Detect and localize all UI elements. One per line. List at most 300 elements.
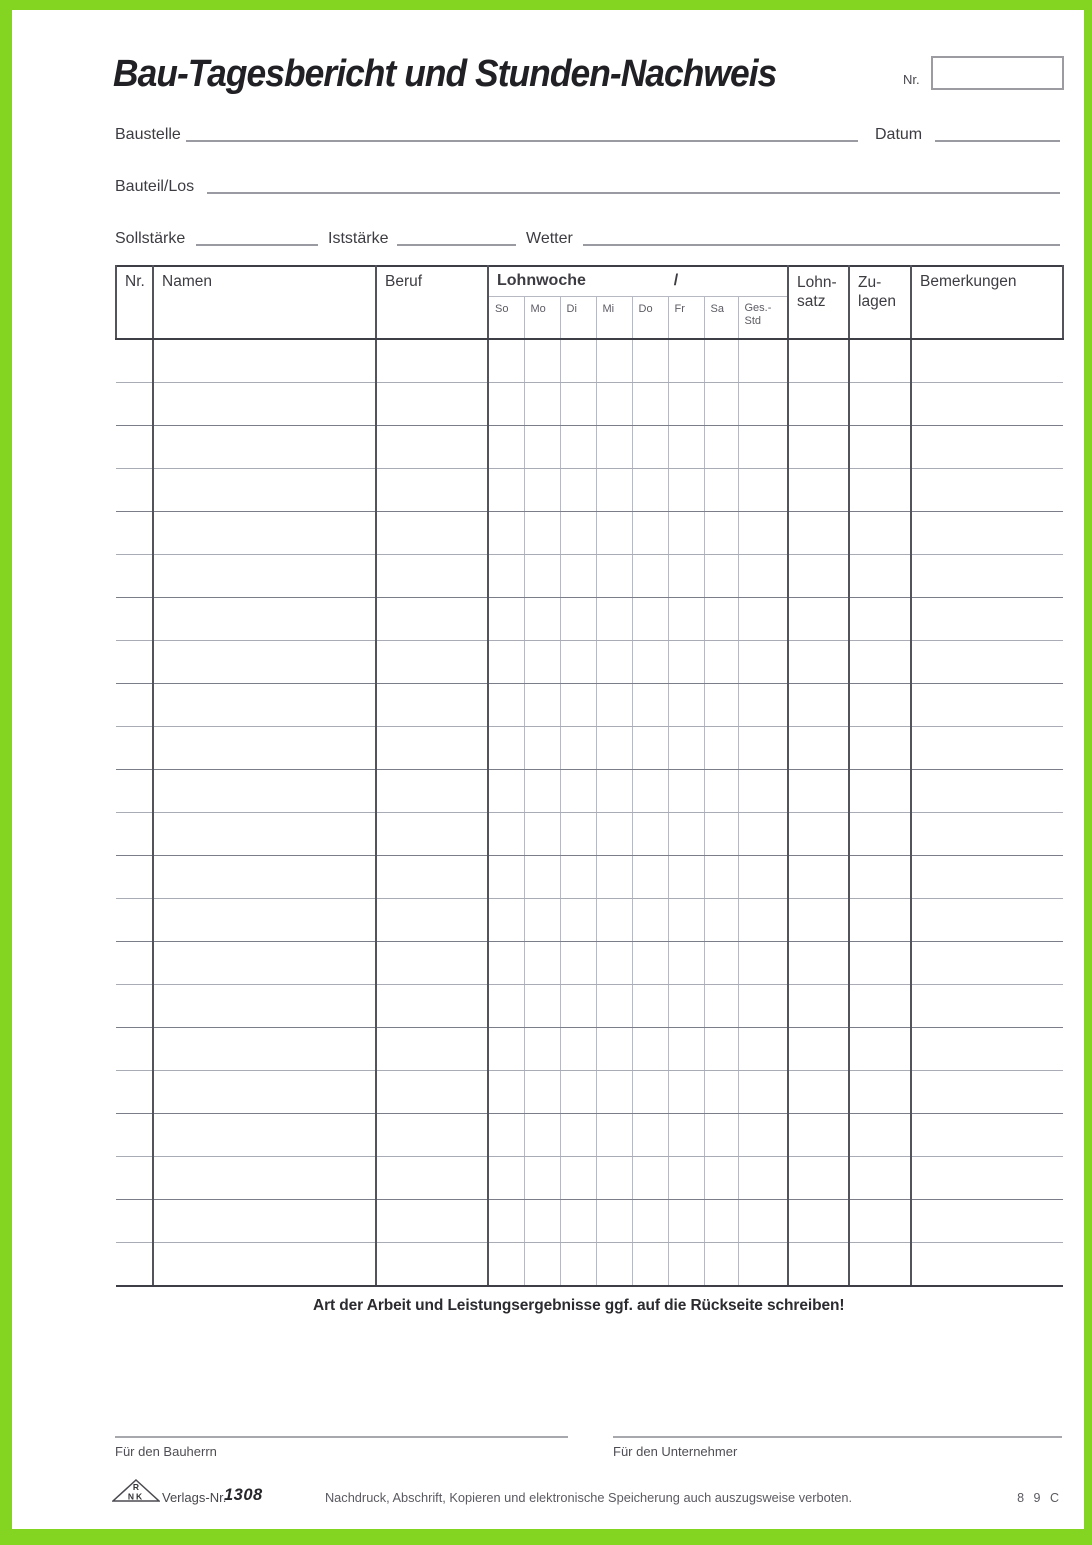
table-cell[interactable] <box>632 727 668 770</box>
table-cell[interactable] <box>788 684 849 727</box>
table-cell[interactable] <box>911 856 1063 899</box>
table-cell[interactable] <box>596 942 632 985</box>
table-cell[interactable] <box>488 1028 524 1071</box>
table-cell[interactable] <box>376 813 488 856</box>
table-cell[interactable] <box>632 641 668 684</box>
table-cell[interactable] <box>524 641 560 684</box>
table-cell[interactable] <box>376 899 488 942</box>
table-cell[interactable] <box>668 770 704 813</box>
table-cell[interactable] <box>488 770 524 813</box>
table-cell[interactable] <box>738 942 788 985</box>
table-cell[interactable] <box>911 1114 1063 1157</box>
table-cell[interactable] <box>632 598 668 641</box>
table-cell[interactable] <box>488 813 524 856</box>
table-cell[interactable] <box>560 426 596 469</box>
table-cell[interactable] <box>488 555 524 598</box>
table-cell[interactable] <box>596 555 632 598</box>
table-cell[interactable] <box>849 469 911 512</box>
table-cell[interactable] <box>632 512 668 555</box>
table-cell[interactable] <box>524 339 560 383</box>
table-cell[interactable] <box>153 727 376 770</box>
table-cell[interactable] <box>788 899 849 942</box>
table-cell[interactable] <box>116 1114 153 1157</box>
baustelle-input-line[interactable] <box>186 140 858 142</box>
table-cell[interactable] <box>704 813 738 856</box>
table-cell[interactable] <box>849 1157 911 1200</box>
table-cell[interactable] <box>524 727 560 770</box>
table-cell[interactable] <box>849 1071 911 1114</box>
table-cell[interactable] <box>560 469 596 512</box>
table-cell[interactable] <box>596 684 632 727</box>
table-cell[interactable] <box>524 1028 560 1071</box>
table-cell[interactable] <box>849 985 911 1028</box>
table-cell[interactable] <box>704 1157 738 1200</box>
table-cell[interactable] <box>560 1071 596 1114</box>
table-cell[interactable] <box>153 641 376 684</box>
table-cell[interactable] <box>738 813 788 856</box>
table-cell[interactable] <box>376 684 488 727</box>
table-cell[interactable] <box>738 641 788 684</box>
table-cell[interactable] <box>788 641 849 684</box>
table-cell[interactable] <box>632 555 668 598</box>
table-cell[interactable] <box>488 598 524 641</box>
table-cell[interactable] <box>668 813 704 856</box>
table-cell[interactable] <box>560 641 596 684</box>
table-cell[interactable] <box>488 985 524 1028</box>
table-cell[interactable] <box>376 1243 488 1287</box>
table-cell[interactable] <box>911 1157 1063 1200</box>
table-cell[interactable] <box>560 598 596 641</box>
table-cell[interactable] <box>116 684 153 727</box>
table-cell[interactable] <box>668 985 704 1028</box>
table-cell[interactable] <box>704 339 738 383</box>
table-cell[interactable] <box>738 1243 788 1287</box>
wetter-input-line[interactable] <box>583 244 1060 246</box>
table-cell[interactable] <box>524 512 560 555</box>
table-cell[interactable] <box>668 555 704 598</box>
table-cell[interactable] <box>911 942 1063 985</box>
table-cell[interactable] <box>116 555 153 598</box>
table-cell[interactable] <box>560 684 596 727</box>
table-cell[interactable] <box>560 555 596 598</box>
table-cell[interactable] <box>911 469 1063 512</box>
table-cell[interactable] <box>849 339 911 383</box>
table-cell[interactable] <box>849 1200 911 1243</box>
table-cell[interactable] <box>911 727 1063 770</box>
table-cell[interactable] <box>911 985 1063 1028</box>
table-cell[interactable] <box>376 1157 488 1200</box>
table-cell[interactable] <box>849 684 911 727</box>
table-cell[interactable] <box>596 770 632 813</box>
table-cell[interactable] <box>788 469 849 512</box>
table-cell[interactable] <box>668 942 704 985</box>
table-cell[interactable] <box>668 469 704 512</box>
iststaerke-input-line[interactable] <box>397 244 516 246</box>
table-cell[interactable] <box>560 1028 596 1071</box>
table-cell[interactable] <box>704 856 738 899</box>
table-cell[interactable] <box>596 899 632 942</box>
datum-input-line[interactable] <box>935 140 1060 142</box>
table-cell[interactable] <box>668 641 704 684</box>
table-cell[interactable] <box>524 383 560 426</box>
signature-line-unternehmer[interactable] <box>613 1436 1062 1438</box>
table-cell[interactable] <box>376 770 488 813</box>
table-cell[interactable] <box>116 1157 153 1200</box>
table-cell[interactable] <box>668 512 704 555</box>
table-cell[interactable] <box>668 339 704 383</box>
table-cell[interactable] <box>632 383 668 426</box>
table-cell[interactable] <box>488 899 524 942</box>
table-cell[interactable] <box>704 598 738 641</box>
table-cell[interactable] <box>668 1114 704 1157</box>
table-cell[interactable] <box>788 339 849 383</box>
table-cell[interactable] <box>596 1071 632 1114</box>
table-cell[interactable] <box>704 899 738 942</box>
table-cell[interactable] <box>911 339 1063 383</box>
table-cell[interactable] <box>153 1028 376 1071</box>
table-cell[interactable] <box>524 856 560 899</box>
table-cell[interactable] <box>738 598 788 641</box>
table-cell[interactable] <box>911 1071 1063 1114</box>
nr-input-box[interactable] <box>931 56 1064 90</box>
sollstaerke-input-line[interactable] <box>196 244 318 246</box>
table-cell[interactable] <box>704 942 738 985</box>
table-cell[interactable] <box>632 1114 668 1157</box>
table-cell[interactable] <box>738 985 788 1028</box>
table-cell[interactable] <box>116 598 153 641</box>
table-cell[interactable] <box>488 684 524 727</box>
table-cell[interactable] <box>116 727 153 770</box>
table-cell[interactable] <box>632 942 668 985</box>
table-cell[interactable] <box>911 770 1063 813</box>
table-cell[interactable] <box>153 512 376 555</box>
table-cell[interactable] <box>116 1028 153 1071</box>
table-cell[interactable] <box>704 383 738 426</box>
table-cell[interactable] <box>376 942 488 985</box>
table-cell[interactable] <box>632 1157 668 1200</box>
table-cell[interactable] <box>596 1028 632 1071</box>
table-cell[interactable] <box>376 339 488 383</box>
bauteil-los-input-line[interactable] <box>207 192 1060 194</box>
table-cell[interactable] <box>668 684 704 727</box>
table-cell[interactable] <box>704 1243 738 1287</box>
table-cell[interactable] <box>596 727 632 770</box>
table-cell[interactable] <box>524 1114 560 1157</box>
table-cell[interactable] <box>524 813 560 856</box>
table-cell[interactable] <box>488 856 524 899</box>
table-cell[interactable] <box>376 1200 488 1243</box>
table-cell[interactable] <box>632 1200 668 1243</box>
table-cell[interactable] <box>738 339 788 383</box>
table-cell[interactable] <box>704 512 738 555</box>
table-cell[interactable] <box>788 985 849 1028</box>
table-cell[interactable] <box>738 469 788 512</box>
table-cell[interactable] <box>632 426 668 469</box>
table-cell[interactable] <box>560 1243 596 1287</box>
table-cell[interactable] <box>116 1200 153 1243</box>
table-cell[interactable] <box>524 426 560 469</box>
table-cell[interactable] <box>788 942 849 985</box>
table-cell[interactable] <box>596 598 632 641</box>
table-cell[interactable] <box>849 383 911 426</box>
table-cell[interactable] <box>788 1243 849 1287</box>
table-cell[interactable] <box>632 339 668 383</box>
table-cell[interactable] <box>738 426 788 469</box>
table-cell[interactable] <box>560 985 596 1028</box>
table-cell[interactable] <box>911 1028 1063 1071</box>
table-cell[interactable] <box>560 383 596 426</box>
table-cell[interactable] <box>849 1028 911 1071</box>
table-cell[interactable] <box>911 1200 1063 1243</box>
table-cell[interactable] <box>116 641 153 684</box>
table-cell[interactable] <box>738 555 788 598</box>
table-cell[interactable] <box>524 684 560 727</box>
table-cell[interactable] <box>668 1200 704 1243</box>
table-cell[interactable] <box>116 383 153 426</box>
table-cell[interactable] <box>788 1200 849 1243</box>
table-cell[interactable] <box>488 727 524 770</box>
table-cell[interactable] <box>738 727 788 770</box>
table-cell[interactable] <box>560 512 596 555</box>
table-cell[interactable] <box>488 469 524 512</box>
table-cell[interactable] <box>596 1243 632 1287</box>
table-cell[interactable] <box>738 1071 788 1114</box>
table-cell[interactable] <box>788 598 849 641</box>
table-cell[interactable] <box>788 383 849 426</box>
table-cell[interactable] <box>524 1071 560 1114</box>
table-cell[interactable] <box>560 1200 596 1243</box>
table-cell[interactable] <box>488 641 524 684</box>
table-cell[interactable] <box>116 942 153 985</box>
table-cell[interactable] <box>668 1157 704 1200</box>
table-cell[interactable] <box>560 770 596 813</box>
table-cell[interactable] <box>911 641 1063 684</box>
table-cell[interactable] <box>911 813 1063 856</box>
table-cell[interactable] <box>153 555 376 598</box>
table-cell[interactable] <box>911 555 1063 598</box>
table-cell[interactable] <box>560 813 596 856</box>
table-cell[interactable] <box>153 899 376 942</box>
table-cell[interactable] <box>488 383 524 426</box>
table-cell[interactable] <box>153 942 376 985</box>
table-cell[interactable] <box>376 1071 488 1114</box>
table-cell[interactable] <box>704 469 738 512</box>
table-cell[interactable] <box>560 1114 596 1157</box>
table-cell[interactable] <box>153 1114 376 1157</box>
table-cell[interactable] <box>788 512 849 555</box>
table-cell[interactable] <box>376 598 488 641</box>
table-cell[interactable] <box>849 512 911 555</box>
table-cell[interactable] <box>738 899 788 942</box>
table-cell[interactable] <box>704 770 738 813</box>
table-cell[interactable] <box>788 856 849 899</box>
table-cell[interactable] <box>524 985 560 1028</box>
table-cell[interactable] <box>116 985 153 1028</box>
table-cell[interactable] <box>849 1243 911 1287</box>
table-cell[interactable] <box>376 727 488 770</box>
table-cell[interactable] <box>376 555 488 598</box>
table-cell[interactable] <box>596 1200 632 1243</box>
table-cell[interactable] <box>116 770 153 813</box>
table-cell[interactable] <box>911 512 1063 555</box>
table-cell[interactable] <box>524 1157 560 1200</box>
table-cell[interactable] <box>488 942 524 985</box>
table-cell[interactable] <box>376 1028 488 1071</box>
table-cell[interactable] <box>738 383 788 426</box>
table-cell[interactable] <box>632 684 668 727</box>
table-cell[interactable] <box>632 813 668 856</box>
table-cell[interactable] <box>849 770 911 813</box>
table-cell[interactable] <box>524 1200 560 1243</box>
table-cell[interactable] <box>560 856 596 899</box>
table-cell[interactable] <box>596 813 632 856</box>
table-cell[interactable] <box>704 555 738 598</box>
table-cell[interactable] <box>116 813 153 856</box>
table-cell[interactable] <box>524 770 560 813</box>
table-cell[interactable] <box>668 727 704 770</box>
table-cell[interactable] <box>849 727 911 770</box>
table-cell[interactable] <box>738 1200 788 1243</box>
table-cell[interactable] <box>153 1200 376 1243</box>
table-cell[interactable] <box>632 1243 668 1287</box>
table-cell[interactable] <box>788 555 849 598</box>
table-cell[interactable] <box>153 426 376 469</box>
table-cell[interactable] <box>376 426 488 469</box>
table-cell[interactable] <box>668 426 704 469</box>
table-cell[interactable] <box>116 339 153 383</box>
table-cell[interactable] <box>596 856 632 899</box>
table-cell[interactable] <box>788 1114 849 1157</box>
table-cell[interactable] <box>153 1157 376 1200</box>
table-cell[interactable] <box>488 1071 524 1114</box>
table-cell[interactable] <box>153 985 376 1028</box>
table-cell[interactable] <box>153 598 376 641</box>
table-cell[interactable] <box>488 1114 524 1157</box>
table-cell[interactable] <box>596 985 632 1028</box>
table-cell[interactable] <box>738 1114 788 1157</box>
table-cell[interactable] <box>668 899 704 942</box>
table-cell[interactable] <box>153 770 376 813</box>
table-cell[interactable] <box>704 426 738 469</box>
table-cell[interactable] <box>632 1028 668 1071</box>
table-cell[interactable] <box>911 684 1063 727</box>
table-cell[interactable] <box>116 426 153 469</box>
table-cell[interactable] <box>911 383 1063 426</box>
table-cell[interactable] <box>153 684 376 727</box>
table-cell[interactable] <box>632 1071 668 1114</box>
table-cell[interactable] <box>116 1071 153 1114</box>
table-cell[interactable] <box>153 1243 376 1287</box>
table-cell[interactable] <box>849 856 911 899</box>
table-cell[interactable] <box>668 383 704 426</box>
table-cell[interactable] <box>849 426 911 469</box>
table-cell[interactable] <box>596 339 632 383</box>
table-cell[interactable] <box>524 1243 560 1287</box>
table-cell[interactable] <box>596 469 632 512</box>
table-cell[interactable] <box>788 426 849 469</box>
table-cell[interactable] <box>596 512 632 555</box>
table-cell[interactable] <box>376 641 488 684</box>
table-cell[interactable] <box>849 555 911 598</box>
table-cell[interactable] <box>668 1243 704 1287</box>
table-cell[interactable] <box>632 856 668 899</box>
table-cell[interactable] <box>488 1157 524 1200</box>
table-cell[interactable] <box>596 1157 632 1200</box>
table-cell[interactable] <box>116 856 153 899</box>
table-cell[interactable] <box>704 1114 738 1157</box>
table-cell[interactable] <box>849 598 911 641</box>
table-cell[interactable] <box>376 1114 488 1157</box>
table-cell[interactable] <box>488 339 524 383</box>
table-cell[interactable] <box>560 1157 596 1200</box>
table-cell[interactable] <box>560 899 596 942</box>
table-cell[interactable] <box>704 1071 738 1114</box>
table-cell[interactable] <box>738 770 788 813</box>
table-cell[interactable] <box>738 684 788 727</box>
table-cell[interactable] <box>632 469 668 512</box>
table-cell[interactable] <box>153 469 376 512</box>
table-cell[interactable] <box>788 813 849 856</box>
table-cell[interactable] <box>849 641 911 684</box>
table-cell[interactable] <box>524 469 560 512</box>
table-cell[interactable] <box>849 942 911 985</box>
table-cell[interactable] <box>668 856 704 899</box>
table-cell[interactable] <box>738 1028 788 1071</box>
table-cell[interactable] <box>488 426 524 469</box>
table-cell[interactable] <box>704 641 738 684</box>
table-cell[interactable] <box>632 899 668 942</box>
table-cell[interactable] <box>488 1243 524 1287</box>
table-cell[interactable] <box>488 1200 524 1243</box>
table-cell[interactable] <box>596 426 632 469</box>
table-cell[interactable] <box>596 1114 632 1157</box>
table-cell[interactable] <box>788 770 849 813</box>
table-cell[interactable] <box>632 770 668 813</box>
table-cell[interactable] <box>788 1028 849 1071</box>
table-cell[interactable] <box>524 899 560 942</box>
table-cell[interactable] <box>738 1157 788 1200</box>
table-cell[interactable] <box>153 856 376 899</box>
table-cell[interactable] <box>911 1243 1063 1287</box>
table-cell[interactable] <box>668 1071 704 1114</box>
table-cell[interactable] <box>668 598 704 641</box>
table-cell[interactable] <box>376 512 488 555</box>
table-cell[interactable] <box>524 598 560 641</box>
table-cell[interactable] <box>376 383 488 426</box>
table-cell[interactable] <box>704 985 738 1028</box>
table-cell[interactable] <box>524 555 560 598</box>
table-cell[interactable] <box>376 856 488 899</box>
table-cell[interactable] <box>668 1028 704 1071</box>
table-cell[interactable] <box>849 899 911 942</box>
table-cell[interactable] <box>788 1157 849 1200</box>
table-cell[interactable] <box>911 598 1063 641</box>
table-cell[interactable] <box>596 383 632 426</box>
table-cell[interactable] <box>153 383 376 426</box>
table-cell[interactable] <box>376 469 488 512</box>
table-cell[interactable] <box>704 1028 738 1071</box>
table-cell[interactable] <box>560 942 596 985</box>
table-cell[interactable] <box>849 1114 911 1157</box>
table-cell[interactable] <box>911 899 1063 942</box>
table-cell[interactable] <box>153 813 376 856</box>
table-cell[interactable] <box>596 641 632 684</box>
table-cell[interactable] <box>560 727 596 770</box>
table-cell[interactable] <box>560 339 596 383</box>
table-cell[interactable] <box>738 512 788 555</box>
table-cell[interactable] <box>376 985 488 1028</box>
table-cell[interactable] <box>488 512 524 555</box>
